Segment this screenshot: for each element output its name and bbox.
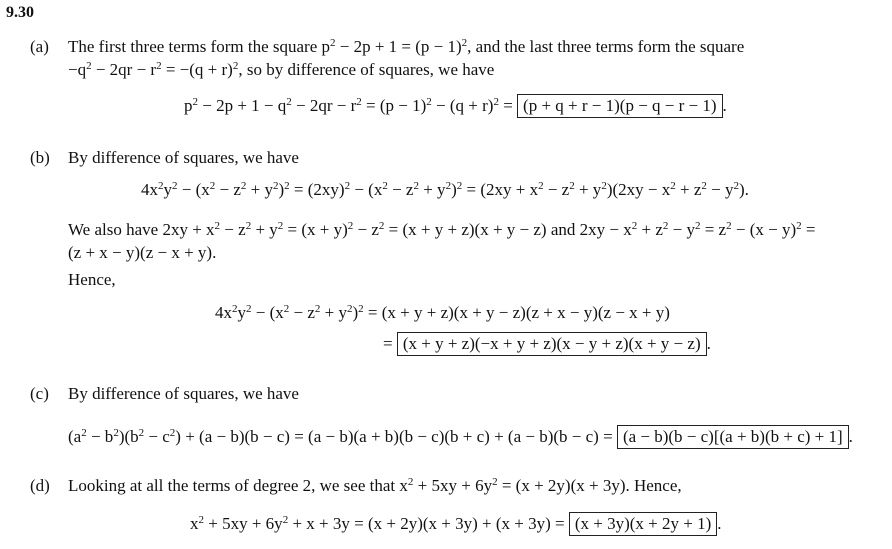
part-a-equation-lhs: $p^2 - 2p + 1 - q^2 - 2qr - r^2 = (p - 1)^2 - (q + r)^2$ = — [184, 96, 513, 115]
part-b-equation-end: . — [706, 334, 711, 353]
part-d-equation-lhs: $x^2 + 5xy + 6y^2 + x + 3y = (x + 2y)(x + 3y) + (x + 3y)$ = — [190, 514, 565, 533]
part-c-equation-end: . — [848, 427, 853, 446]
part-c-equation — [68, 427, 853, 447]
part-b-label: (b) — [30, 148, 50, 167]
problem-number: 9.30 — [6, 4, 34, 21]
part-a-equation — [184, 96, 727, 116]
part-b-answer-box: (x + y + z)(−x + y + z)(x − y + z)(x + y − z) — [397, 332, 707, 356]
part-a-label: (a) — [30, 37, 49, 56]
part-b-equation-1: $4x^2y^2 - (x^2 - z^2 + y^2)^2 = (2xy)^2 - (x^2 - z^2 + y^2)^2 = (2xy + x^2 - z^2 + y^2)(2xy - x^2 + z^2 - y^2)$. — [141, 180, 749, 199]
part-b-text-line1: By difference of squares, we have — [68, 148, 299, 167]
part-d-text-line1: Looking at all the terms of degree 2, we see that $x^2 + 5xy + 6y^2 = (x + 2y)(x + 3y)$. Hence, — [68, 476, 682, 495]
part-d-equation-end: . — [717, 514, 722, 533]
part-b-equation-2: $4x^2y^2 - (x^2 - z^2 + y^2)^2 = (x + y + z)(x + y - z)(z + x - y)(z - x + y)$ — [215, 303, 670, 322]
part-d-label: (d) — [30, 476, 50, 495]
part-a-equation-end: . — [722, 96, 727, 115]
part-c-answer-box: (a − b)(b − c)[(a + b)(b + c) + 1] — [617, 425, 849, 449]
part-a-text-line1: The first three terms form the square $p^2 - 2p + 1 = (p - 1)^2$, and the last three terms form the square — [68, 37, 745, 56]
part-a-answer-box: (p + q + r − 1)(p − q − r − 1) — [517, 94, 723, 118]
part-c-label: (c) — [30, 384, 49, 403]
part-b-text-line3: (z + x − y)(z − x + y). — [68, 243, 217, 262]
part-b-text-line2: We also have $2xy + x^2 - z^2 + y^2 = (x + y)^2 - z^2 = (x + y + z)(x + y - z)$ and $2xy - x^2 + z^2 - y^2 = z^2 - (x - y)^2$ = — [68, 220, 816, 239]
part-a-text-line2: $-q^2 - 2qr - r^2 = -(q + r)^2$, so by difference of squares, we have — [68, 60, 495, 79]
part-c-text-line1: By difference of squares, we have — [68, 384, 299, 403]
part-b-equation-3-equals: = — [383, 334, 393, 353]
part-d-answer-box: (x + 3y)(x + 2y + 1) — [569, 512, 717, 536]
part-b-hence: Hence, — [68, 270, 116, 289]
part-c-equation-lhs: $(a^2 - b^2)(b^2 - c^2) + (a - b)(b - c) = (a - b)(a + b)(b - c)(b + c) + (a - b)(b - c)$ = — [68, 427, 613, 446]
part-d-equation — [190, 514, 722, 534]
part-b-equation-3 — [383, 334, 711, 354]
